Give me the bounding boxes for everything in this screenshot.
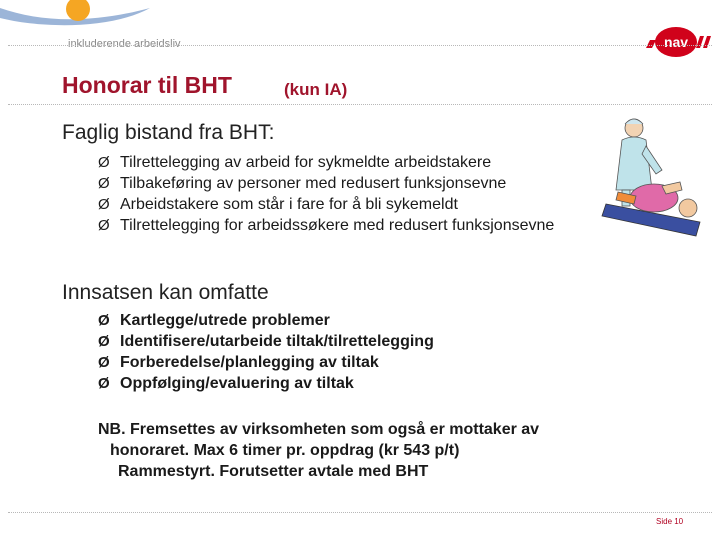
arrow-bullet-icon: Ø — [98, 217, 110, 234]
note-block — [98, 419, 618, 482]
list-item: Ø Tilbakeføring av personer med redusert funksjonsevne — [98, 175, 507, 192]
logo-text: inkluderende arbeidsliv — [68, 38, 181, 50]
arrow-bullet-icon: Ø — [98, 375, 110, 392]
slide-title: Honorar til BHT — [62, 72, 232, 98]
nav-slash-right — [696, 36, 711, 48]
header-divider — [8, 45, 712, 46]
slide-subtitle: (kun IA) — [284, 80, 348, 99]
title-divider — [8, 104, 712, 105]
list-item: Ø Forberedelse/planlegging av tiltak — [98, 354, 379, 371]
arrow-bullet-icon: Ø — [98, 154, 110, 171]
list-item: Ø Tilrettelegging for arbeidssøkere med redusert funksjonsevne — [98, 217, 555, 234]
list-item: Ø Arbeidstakere som står i fare for å bli sykemeldt — [98, 196, 458, 213]
page-number: Side 10 — [656, 517, 684, 526]
arrow-bullet-icon: Ø — [98, 175, 110, 192]
note-line: NB. Fremsettes av virksomheten som også er mottaker av — [98, 421, 540, 438]
list-item: Ø Oppfølging/evaluering av tiltak — [98, 375, 354, 392]
arrow-bullet-icon: Ø — [98, 333, 110, 350]
list-item: Ø Tilrettelegging av arbeid for sykmeldte arbeidstakere — [98, 154, 492, 171]
arrow-bullet-icon: Ø — [98, 312, 110, 329]
nav-text: nav — [663, 34, 689, 50]
section1-heading: Faglig bistand fra BHT: — [62, 121, 275, 144]
list-item: Ø Identifisere/utarbeide tiltak/tilrettelegging — [98, 333, 434, 350]
logo-sun — [66, 0, 90, 21]
doctor-patient-illustration — [596, 112, 714, 240]
section1-list — [98, 152, 608, 236]
arrow-bullet-icon: Ø — [98, 354, 110, 371]
section2-list — [98, 310, 538, 394]
nav-logo — [646, 24, 714, 60]
footer-divider — [8, 512, 712, 513]
arrow-bullet-icon: Ø — [98, 196, 110, 213]
list-item: Ø Kartlegge/utrede problemer — [98, 312, 330, 329]
nav-slash-left — [646, 40, 656, 48]
section2-heading: Innsatsen kan omfatte — [62, 281, 269, 304]
note-line: Rammestyrt. Forutsetter avtale med BHT — [118, 463, 429, 480]
note-line: honoraret. Max 6 timer pr. oppdrag (kr 543 p/t) — [110, 442, 460, 459]
